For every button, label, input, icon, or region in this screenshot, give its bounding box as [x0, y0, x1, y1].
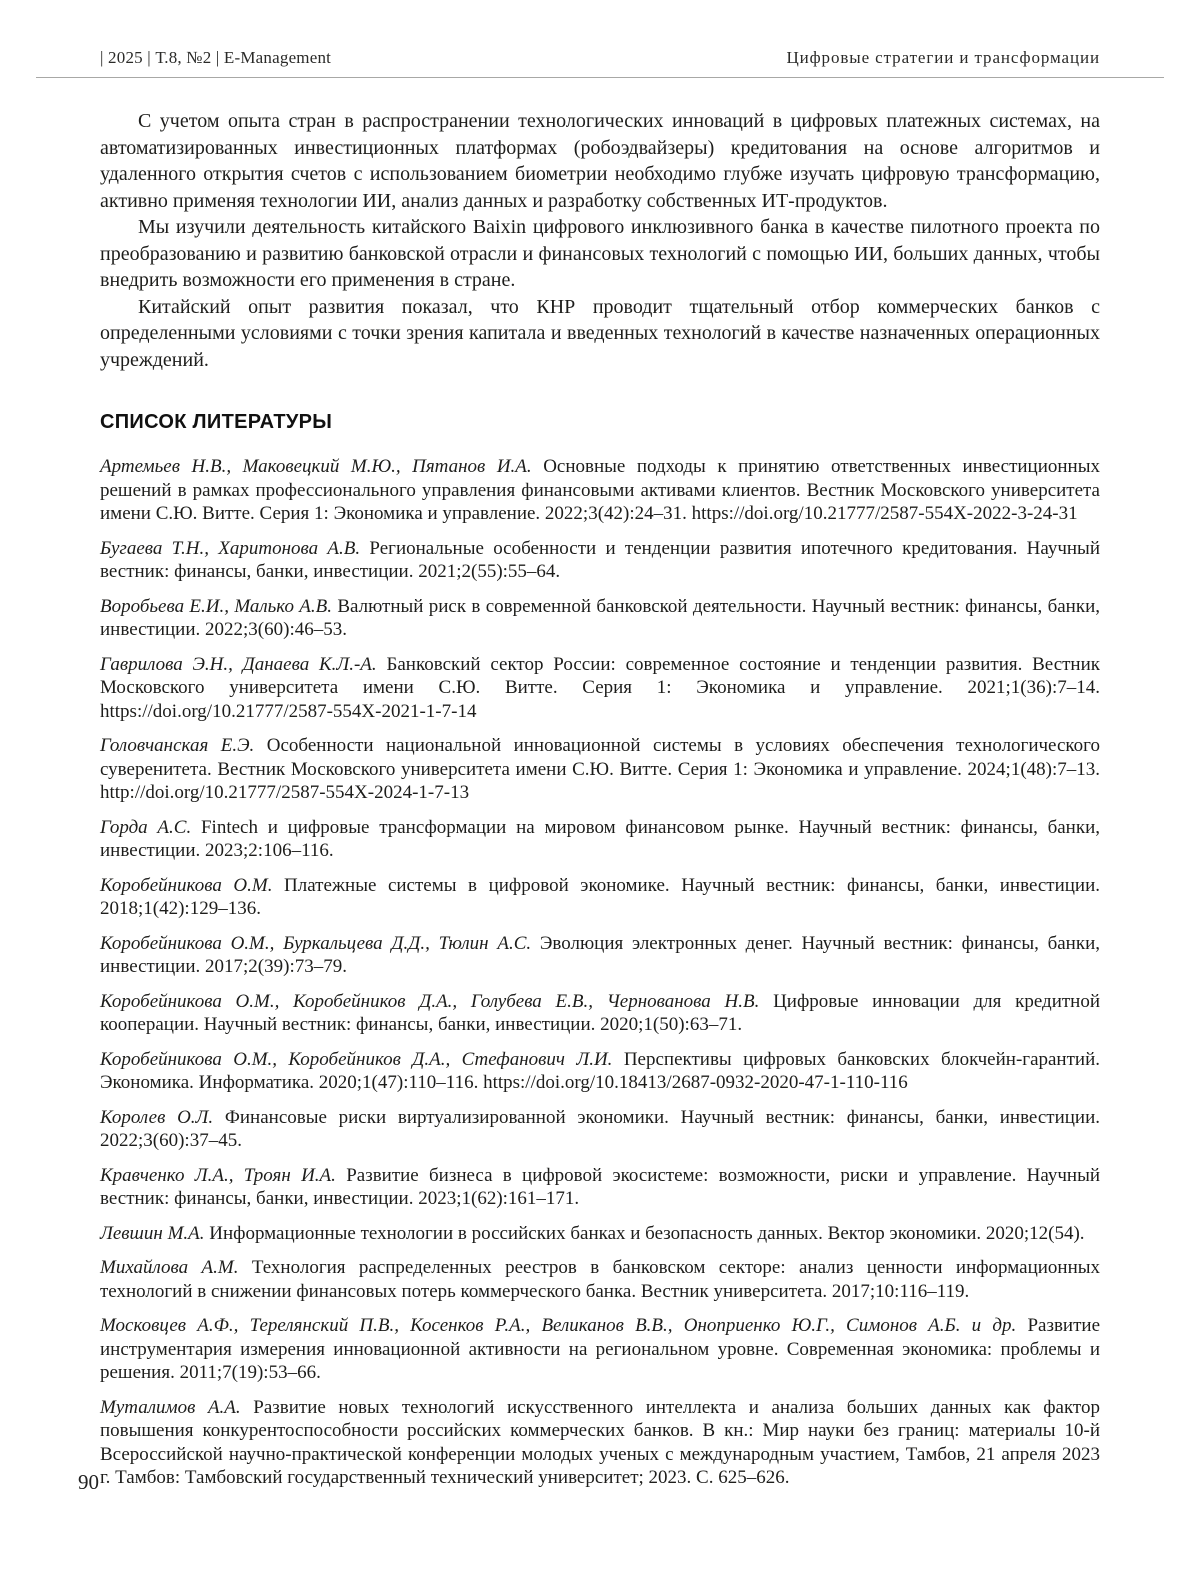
- reference-authors: Коробейникова О.М., Коробейников Д.А., Голубева Е.В., Чернованова Н.В.: [100, 990, 760, 1012]
- page-header: [100, 48, 1100, 68]
- reference-item: [100, 990, 1100, 1037]
- reference-item: [100, 455, 1100, 526]
- reference-text: Основные подходы к принятию ответственных инвестиционных решений в рамках профессионального управления финансовыми активами клиентов. Вестник Московского университета имени С.Ю. Витте. Серия 1: Экономика и управление. 2022;3(42):24–31. https://doi.org/10.21777/2587-554X-2022-3-24-31: [100, 456, 1100, 524]
- reference-text: Банковский сектор России: современное состояние и тенденции развития. Вестник Московского университета имени С.Ю. Витте. Серия 1: Экономика и управление. 2021;1(36):7–14. https://doi.org/10.21777/2587-554X-2021-1-7-14: [100, 653, 1101, 722]
- reference-authors: Кравченко Л.А., Троян И.А.: [100, 1164, 336, 1186]
- references-heading: СПИСОК ЛИТЕРАТУРЫ: [100, 411, 333, 433]
- reference-authors: Московцев А.Ф., Терелянский П.В., Косенков Р.А., Великанов В.В., Оноприенко Ю.Г., Симонов А.Б. и др.: [100, 1315, 1017, 1336]
- header-journal-info: | 2025 | Т.8, №2 | E-Management: [100, 48, 332, 67]
- reference-authors: Коробейникова О.М.: [100, 874, 273, 896]
- reference-authors: Воробьева Е.И., Малько А.В.: [100, 595, 333, 617]
- reference-text: Развитие инструментария измерения инновационной активности на региональном уровне. Современная экономика: проблемы и решения. 2011;7(19):53–66.: [100, 1315, 1101, 1383]
- reference-text: Региональные особенности и тенденции развития ипотечного кредитования. Научный вестник: финансы, банки, инвестиции. 2021;2(55):55–64.: [100, 537, 1100, 582]
- reference-authors: Горда А.С.: [100, 816, 192, 838]
- reference-item: [100, 1106, 1100, 1153]
- reference-authors: Бугаева Т.Н., Харитонова А.В.: [100, 537, 361, 559]
- reference-text: Перспективы цифровых банковских блокчейн-гарантий. Экономика. Информатика. 2020;1(47):110–116. https://doi.org/10.18413/2687-0932-2020-47-1-110-116: [100, 1048, 1100, 1093]
- reference-authors: Михайлова А.М.: [100, 1257, 239, 1278]
- intro-paragraph-2: Мы изучили деятельность китайского Baixin цифрового инклюзивного банка в качестве пилотного проекта по преобразованию и развитию банковской отрасли и финансовых технологий с помощью ИИ, больших данных, чтобы внедрить возможности его применения в стране.: [100, 216, 1100, 291]
- reference-item: [100, 1164, 1100, 1211]
- reference-text: Информационные технологии в российских банках и безопасность данных. Вектор экономики. 2020;12(54).: [209, 1222, 1085, 1244]
- reference-item: [100, 653, 1100, 724]
- reference-authors: Левшин М.А.: [100, 1222, 205, 1244]
- reference-authors: Артемьев Н.В., Маковецкий М.Ю., Пятанов И.А.: [100, 456, 532, 477]
- reference-item: [100, 932, 1100, 979]
- reference-authors: Гаврилова Э.Н., Данаева К.Л.-А.: [100, 653, 377, 675]
- reference-item: [100, 874, 1100, 921]
- reference-authors: Муталимов А.А.: [100, 1396, 241, 1418]
- reference-authors: Королев О.Л.: [100, 1106, 214, 1128]
- reference-text: Финансовые риски виртуализированной экономики. Научный вестник: финансы, банки, инвестиции. 2022;3(60):37–45.: [100, 1106, 1100, 1151]
- reference-text: Платежные системы в цифровой экономике. Научный вестник: финансы, банки, инвестиции. 2018;1(42):129–136.: [100, 874, 1101, 919]
- intro-paragraph-3: Китайский опыт развития показал, что КНР проводит тщательный отбор коммерческих банков с определенными условиями с точки зрения капитала и введенных технологий в качестве назначенных операционных учреждений.: [100, 295, 1100, 371]
- reference-item: [100, 537, 1100, 584]
- reference-text: Валютный риск в современной банковской деятельности. Научный вестник: финансы, банки, инвестиции. 2022;3(60):46–53.: [100, 595, 1101, 640]
- references-list: [100, 455, 1100, 1490]
- reference-text: Технология распределенных реестров в банковском секторе: анализ ценности информационных технологий в снижении финансовых потерь коммерческого банка. Вестник университета. 2017;10:116–119.: [100, 1257, 1101, 1302]
- reference-text: Развитие новых технологий искусственного интеллекта и анализа больших данных как фактор повышения конкурентоспособности российских коммерческих банков. В кн.: Мир науки без границ: материалы 10-й Всероссийской научно-практической конференции молодых ученых с международным участием, Тамбов, 21 апреля 2023 г. Тамбов: Тамбовский государственный технический университет; 2023. С. 625–626.: [100, 1396, 1100, 1488]
- page-number: 90: [78, 1470, 99, 1494]
- reference-text: Особенности национальной инновационной системы в условиях обеспечения технологического суверенитета. Вестник Московского университета имени С.Ю. Витте. Серия 1: Экономика и управление. 2024;1(48):7–13. http://doi.org/10.21777/2587-554X-2024-1-7-13: [100, 735, 1100, 803]
- reference-item: [100, 1396, 1100, 1490]
- header-rule: [36, 77, 1164, 78]
- intro-paragraph-1: С учетом опыта стран в распространении технологических инноваций в цифровых платежных системах, на автоматизированных инвестиционных платформах (робоэдвайзеры) кредитования на основе алгоритмов и удаленного открытия счетов с использованием биометрии необходимо глубже изучать цифровую трансформацию, активно применяя технологии ИИ, анализ данных и разработку собственных ИТ-продуктов.: [100, 110, 1100, 212]
- header-section-title: Цифровые стратегии и трансформации: [786, 48, 1100, 67]
- reference-text: Цифровые инновации для кредитной кооперации. Научный вестник: финансы, банки, инвестиции. 2020;1(50):63–71.: [100, 990, 1100, 1035]
- reference-item: [100, 595, 1100, 642]
- reference-item: [100, 1048, 1100, 1095]
- reference-item: [100, 816, 1100, 863]
- reference-item: [100, 1222, 1100, 1246]
- reference-authors: Коробейникова О.М., Коробейников Д.А., Стефанович Л.И.: [100, 1048, 613, 1070]
- reference-item: [100, 734, 1100, 805]
- reference-authors: Коробейникова О.М., Буркальцева Д.Д., Тюлин А.С.: [100, 932, 532, 954]
- reference-text: Fintech и цифровые трансформации на мировом финансовом рынке. Научный вестник: финансы, банки, инвестиции. 2023;2:106–116.: [100, 816, 1100, 861]
- reference-authors: Головчанская Е.Э.: [100, 735, 255, 756]
- reference-text: Эволюция электронных денег. Научный вестник: финансы, банки, инвестиции. 2017;2(39):73–79.: [100, 932, 1100, 977]
- reference-item: [100, 1256, 1100, 1303]
- reference-text: Развитие бизнеса в цифровой экосистеме: возможности, риски и управление. Научный вестник: финансы, банки, инвестиции. 2023;1(62):161–171.: [100, 1164, 1100, 1209]
- reference-item: [100, 1314, 1100, 1385]
- article-body: [100, 108, 1100, 373]
